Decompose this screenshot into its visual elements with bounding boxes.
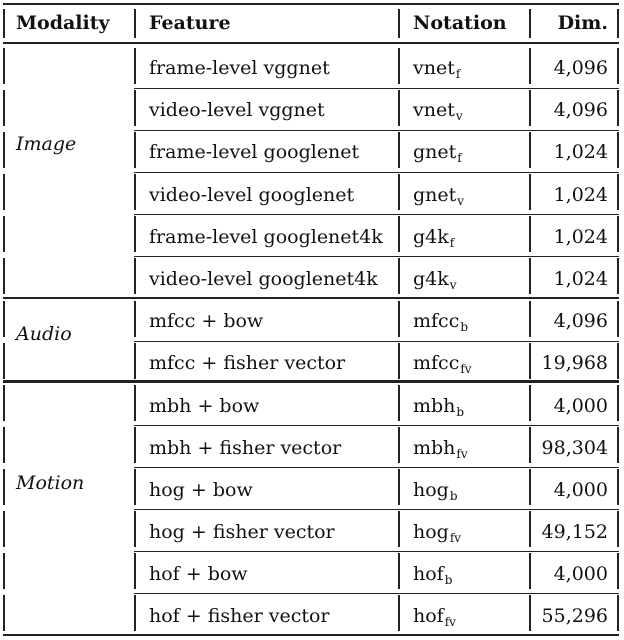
row-right-border <box>617 469 619 505</box>
row-col-divider-3 <box>529 553 531 589</box>
row-col-divider-2 <box>398 48 400 84</box>
row-col-divider-3 <box>529 469 531 505</box>
row-col-divider-1 <box>134 427 136 463</box>
dim-cell: 19,968 <box>541 352 608 374</box>
row-col-divider-2 <box>398 90 400 126</box>
dim-cell: 98,304 <box>541 437 608 459</box>
row-col-divider-2 <box>398 301 400 337</box>
notation-base: mfcc <box>413 310 460 332</box>
row-right-border <box>617 385 619 421</box>
notation-subscript: b <box>444 573 453 587</box>
row-right-border <box>617 132 619 168</box>
row-left-border <box>3 469 5 505</box>
notation-cell <box>413 183 464 209</box>
row-col-divider-3 <box>529 511 531 547</box>
row-separator <box>134 551 619 552</box>
row-col-divider-1 <box>134 258 136 294</box>
dim-cell: 4,000 <box>553 479 608 501</box>
row-col-divider-2 <box>398 595 400 631</box>
modality-label: Audio <box>16 323 72 345</box>
row-separator <box>134 256 619 257</box>
notation-base: vnet <box>413 57 455 79</box>
image-audio-rule <box>3 297 619 299</box>
notation-base: mbh <box>413 437 456 459</box>
notation-cell <box>413 604 456 630</box>
notation-subscript: b <box>456 405 465 419</box>
notation-cell <box>413 309 468 335</box>
row-col-divider-3 <box>529 343 531 379</box>
dim-cell: 4,096 <box>553 99 608 121</box>
notation-cell <box>413 267 457 293</box>
notation-cell <box>413 98 463 124</box>
row-right-border <box>617 511 619 547</box>
notation-subscript: v <box>457 194 465 208</box>
row-right-border <box>617 595 619 631</box>
header-right-border <box>617 9 619 38</box>
row-col-divider-2 <box>398 385 400 421</box>
header-col-divider-1 <box>134 9 136 38</box>
row-col-divider-1 <box>134 301 136 337</box>
row-col-divider-2 <box>398 343 400 379</box>
row-col-divider-1 <box>134 343 136 379</box>
row-separator <box>134 593 619 594</box>
notation-base: gnet <box>413 184 457 206</box>
header-modality: Modality <box>16 12 110 34</box>
header-col-divider-2 <box>398 9 400 38</box>
row-col-divider-1 <box>134 132 136 168</box>
dim-cell: 4,096 <box>553 57 608 79</box>
header-notation: Notation <box>413 12 507 34</box>
row-col-divider-2 <box>398 174 400 210</box>
row-col-divider-3 <box>529 132 531 168</box>
row-right-border <box>617 427 619 463</box>
feature-cell: mfcc + fisher vector <box>149 352 346 374</box>
row-col-divider-3 <box>529 216 531 252</box>
feature-cell: video-level googlenet4k <box>149 268 378 290</box>
row-left-border <box>3 553 5 589</box>
top-rule <box>3 3 619 5</box>
row-left-border <box>3 427 5 463</box>
row-col-divider-1 <box>134 553 136 589</box>
notation-subscript: fv <box>444 615 456 629</box>
row-col-divider-2 <box>398 553 400 589</box>
notation-cell <box>413 478 458 504</box>
row-left-border <box>3 90 5 126</box>
row-col-divider-1 <box>134 469 136 505</box>
feature-cell: mfcc + bow <box>149 310 264 332</box>
notation-base: vnet <box>413 99 455 121</box>
row-left-border <box>3 48 5 84</box>
row-separator <box>134 88 619 89</box>
row-col-divider-3 <box>529 427 531 463</box>
notation-cell <box>413 520 461 546</box>
dim-cell: 4,000 <box>553 563 608 585</box>
notation-cell <box>413 436 468 462</box>
row-col-divider-1 <box>134 595 136 631</box>
row-col-divider-1 <box>134 511 136 547</box>
feature-cell: frame-level vggnet <box>149 57 330 79</box>
row-separator <box>134 214 619 215</box>
header-dim: Dim. <box>557 12 608 34</box>
notation-cell <box>413 225 454 251</box>
row-col-divider-2 <box>398 132 400 168</box>
row-col-divider-1 <box>134 174 136 210</box>
notation-subscript: b <box>460 320 469 334</box>
notation-base: hog <box>413 479 449 501</box>
feature-cell: frame-level googlenet4k <box>149 226 383 248</box>
row-col-divider-3 <box>529 595 531 631</box>
notation-subscript: fv <box>456 447 468 461</box>
row-left-border <box>3 216 5 252</box>
row-col-divider-2 <box>398 469 400 505</box>
dim-cell: 1,024 <box>553 226 608 248</box>
notation-base: hog <box>413 521 449 543</box>
row-separator <box>134 172 619 173</box>
dim-cell: 1,024 <box>553 141 608 163</box>
modality-label: Image <box>16 133 77 155</box>
row-right-border <box>617 258 619 294</box>
notation-base: mbh <box>413 395 456 417</box>
notation-cell <box>413 56 460 82</box>
notation-subscript: f <box>455 67 461 81</box>
row-separator <box>134 130 619 131</box>
row-col-divider-3 <box>529 258 531 294</box>
row-col-divider-1 <box>134 48 136 84</box>
dim-cell: 1,024 <box>553 268 608 290</box>
notation-cell <box>413 562 452 588</box>
row-separator <box>134 425 619 426</box>
row-separator <box>134 509 619 510</box>
feature-cell: frame-level googlenet <box>149 141 360 163</box>
row-col-divider-1 <box>134 385 136 421</box>
row-right-border <box>617 343 619 379</box>
row-col-divider-3 <box>529 301 531 337</box>
row-col-divider-2 <box>398 216 400 252</box>
row-col-divider-3 <box>529 90 531 126</box>
dim-cell: 4,096 <box>553 310 608 332</box>
row-col-divider-1 <box>134 90 136 126</box>
notation-subscript: b <box>449 489 458 503</box>
notation-subscript: v <box>455 109 463 123</box>
row-right-border <box>617 301 619 337</box>
notation-cell <box>413 351 472 377</box>
row-left-border <box>3 301 5 337</box>
bottom-rule <box>3 634 619 636</box>
row-left-border <box>3 343 5 379</box>
audio-motion-rule <box>3 380 619 383</box>
row-right-border <box>617 174 619 210</box>
row-left-border <box>3 132 5 168</box>
feature-cell: mbh + bow <box>149 395 260 417</box>
notation-subscript: f <box>457 151 462 165</box>
row-left-border <box>3 385 5 421</box>
dim-cell: 49,152 <box>541 521 608 543</box>
row-col-divider-3 <box>529 174 531 210</box>
feature-cell: hof + fisher vector <box>149 605 330 627</box>
row-right-border <box>617 553 619 589</box>
feature-cell: video-level googlenet <box>149 184 355 206</box>
dim-cell: 1,024 <box>553 184 608 206</box>
notation-subscript: fv <box>449 531 462 545</box>
row-right-border <box>617 216 619 252</box>
modality-label: Motion <box>16 472 85 494</box>
feature-cell: video-level vggnet <box>149 99 325 121</box>
row-left-border <box>3 258 5 294</box>
row-col-divider-2 <box>398 427 400 463</box>
row-col-divider-3 <box>529 48 531 84</box>
header-left-border <box>3 9 5 38</box>
dim-cell: 4,000 <box>553 395 608 417</box>
row-left-border <box>3 174 5 210</box>
notation-subscript: v <box>449 278 457 292</box>
notation-base: hof <box>413 563 444 585</box>
feature-cell: hof + bow <box>149 563 248 585</box>
notation-subscript: fv <box>460 362 472 376</box>
feature-cell: mbh + fisher vector <box>149 437 342 459</box>
row-separator <box>134 467 619 468</box>
notation-base: gnet <box>413 141 457 163</box>
notation-base: g4k <box>413 268 449 290</box>
notation-base: hof <box>413 605 444 627</box>
feature-cell: hog + fisher vector <box>149 521 335 543</box>
notation-cell <box>413 394 464 420</box>
row-right-border <box>617 48 619 84</box>
row-separator <box>134 341 619 342</box>
notation-base: g4k <box>413 226 449 248</box>
row-right-border <box>617 90 619 126</box>
row-left-border <box>3 595 5 631</box>
row-col-divider-2 <box>398 258 400 294</box>
header-rule <box>3 42 619 44</box>
row-left-border <box>3 511 5 547</box>
row-col-divider-2 <box>398 511 400 547</box>
feature-cell: hog + bow <box>149 479 253 501</box>
header-feature: Feature <box>149 12 231 34</box>
row-col-divider-1 <box>134 216 136 252</box>
notation-subscript: f <box>449 236 455 250</box>
row-col-divider-3 <box>529 385 531 421</box>
notation-base: mfcc <box>413 352 460 374</box>
notation-cell <box>413 140 462 166</box>
dim-cell: 55,296 <box>541 605 608 627</box>
